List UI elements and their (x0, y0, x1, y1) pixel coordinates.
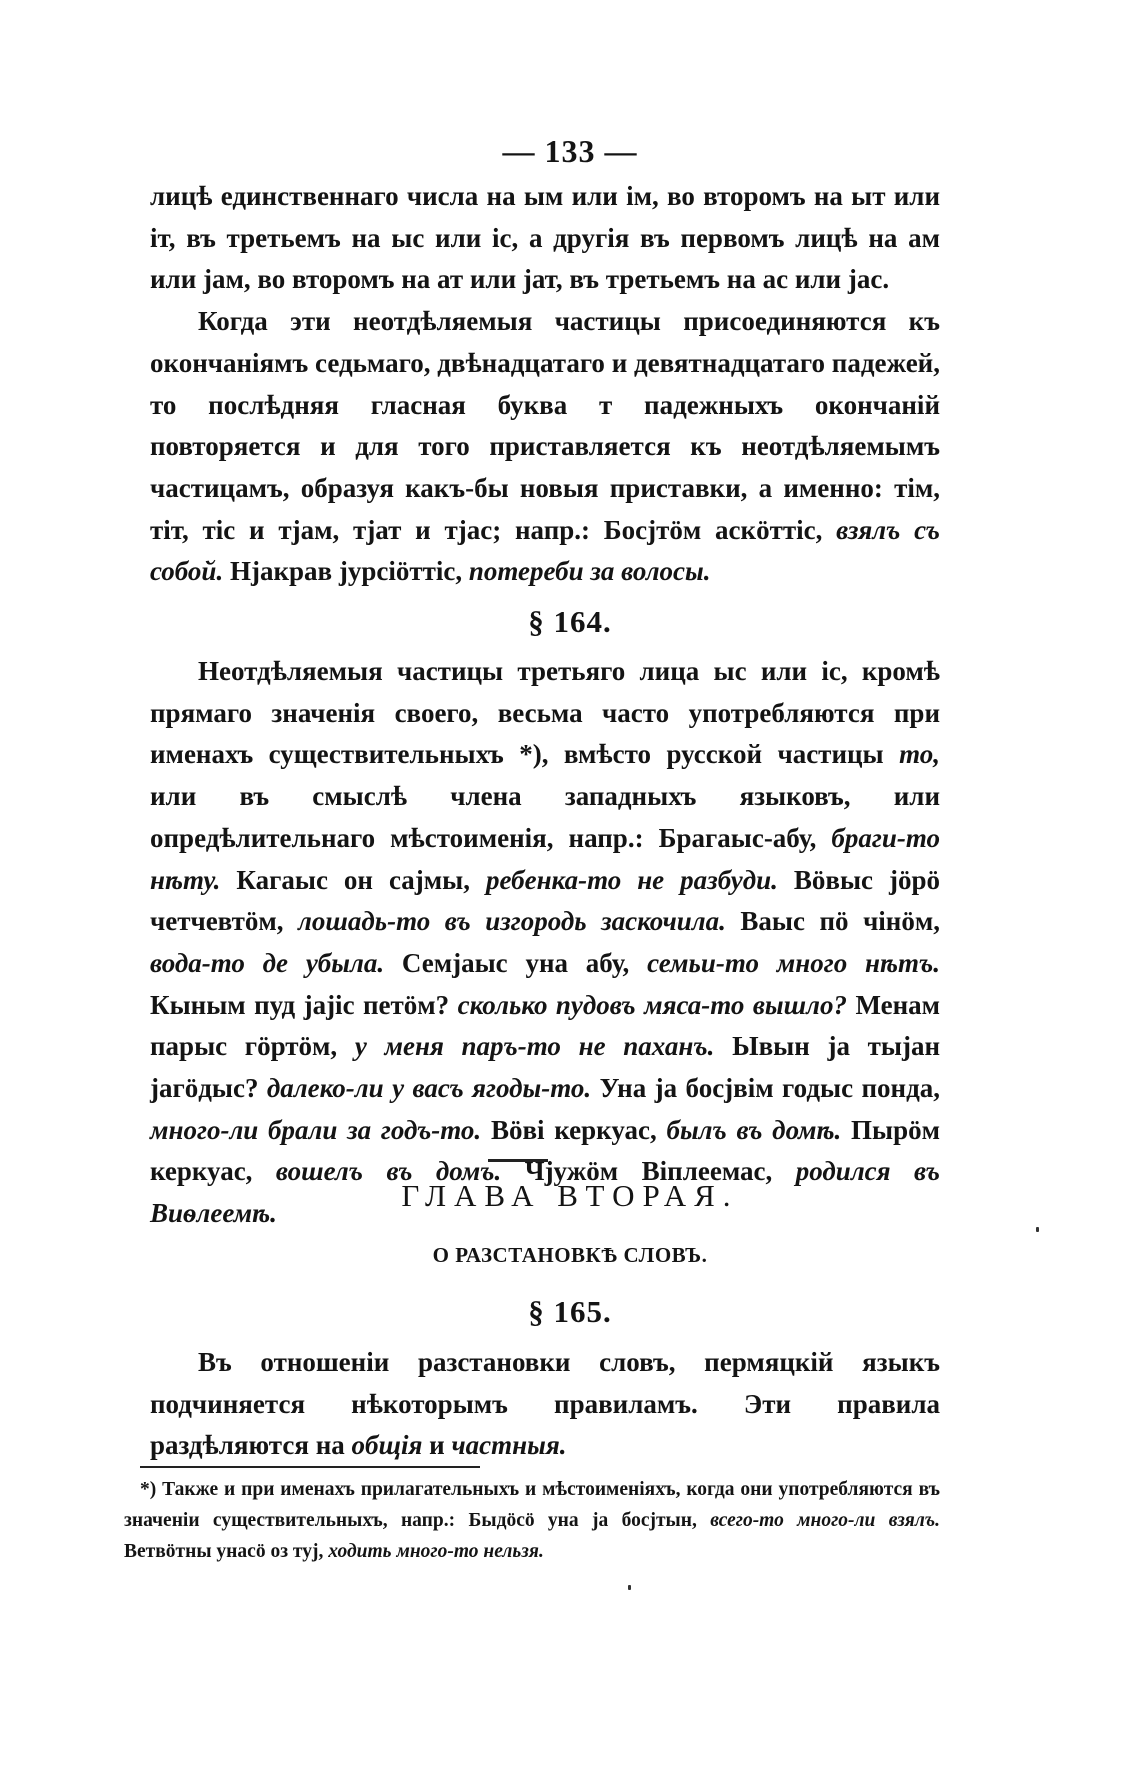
paragraph-text: Семjаыс уна абу, (401, 947, 630, 978)
paragraph-text: *) Также и при именахъ прилагательныхъ и мѣстоименіяхъ, когда они употребляются въ значеніи существительныхъ, напр.: Быдöсö уна jа босjтын, (124, 1479, 940, 1531)
print-speck (1036, 1227, 1039, 1232)
section-heading-165: § 165. (528, 1294, 612, 1329)
paragraph-text: Нjакрав jурсіöттіс, (229, 556, 463, 587)
paragraph-word-order (150, 1342, 940, 1467)
paragraph-text: Уна jа босjвім годыс понда, (599, 1073, 941, 1104)
paragraph-text: Пырöм керкуас, (150, 1114, 941, 1187)
translation-example: у меня паръ-то не паханъ. (354, 1031, 715, 1062)
paragraph-text: Въ отношеніи разстановки словъ, пермяцкій языкъ подчиняется нѣкоторымъ правиламъ. Эти правила раздѣляются на (150, 1347, 940, 1461)
translation-example: семьи-то много нѣтъ. (647, 947, 941, 978)
translation-example: ребенка-то не разбуди. (485, 864, 778, 895)
footnote-divider (140, 1466, 480, 1468)
emphasized-term: общія (351, 1430, 423, 1461)
paragraph-particles (150, 301, 940, 593)
text-block-164 (150, 651, 940, 1235)
paragraph-text: Ваыс пö чiнöм, (740, 906, 940, 937)
paragraph-text: Когда эти неотдѣляемыя частицы присоединяются къ окончаніямъ седьмаго, двѣнадцатаго и девятнадцатаго падежей, то послѣдняя гласная буква т падежныхъ окончаній повторяется и для того приставляется къ неотдѣляемымъ частицамъ, образуя какъ-бы новыя приставки, а именно: тім, тіт, тіс и тjам, тjат и тjас; напр.: Босjтöм аскöттіс, (150, 306, 940, 545)
translation-example: потереби за волосы. (468, 556, 711, 587)
paragraph-examples (150, 651, 940, 1235)
paragraph-text: Ветвöтны унасö оз туj, (124, 1541, 324, 1562)
translation-example: всего-то много-ли взялъ. (710, 1510, 941, 1531)
translation-example: былъ въ домѣ. (666, 1114, 842, 1145)
paragraph-text: Ывын jа тыjан jагöдыс? (150, 1031, 941, 1104)
translation-example: лошадь-то въ изгородь заскочила. (298, 906, 726, 937)
text-block-165 (150, 1342, 940, 1467)
translation-example: браги-то нѣту. (150, 822, 941, 895)
translation-example: сколько пудовъ мяса-то вышло? (457, 989, 847, 1020)
paragraph-text: Кыным пуд jаjіс петöм? (150, 989, 450, 1020)
paragraph-text: или въ смыслѣ члена западныхъ языковъ, или опредѣлительнаго мѣстоименія, напр.: Брагаыс-абу, (150, 781, 940, 853)
translation-example: вода-то де убыла. (150, 947, 385, 978)
translation-example: то, (899, 739, 940, 770)
paragraph-continuation: лицѣ единственнаго числа на ым или ім, во второмъ на ыт или іт, въ третьемъ на ыс или іс, а другія въ первомъ лицѣ на ам или jам, во второмъ на ат или jат, въ третьемъ на ас или jас. (150, 181, 940, 295)
translation-example: много-ли брали за годъ-то. (150, 1114, 482, 1145)
translation-example: родился въ Виѳлеемѣ. (150, 1156, 940, 1229)
section-heading-164: § 164. (528, 604, 612, 639)
footnote-text (124, 1474, 940, 1567)
paragraph-text: Вöвыс jöрö четчевтöм, (150, 864, 941, 937)
page-number: — 133 — (502, 133, 638, 169)
translation-example: взялъ съ собой. (150, 514, 940, 587)
paragraph-text: Неотдѣляемыя частицы третьяго лица ыс или іс, кромѣ прямаго значенія своего, весьма часто употребляются при именахъ существительныхъ *), вмѣсто русской частицы (150, 656, 940, 770)
paragraph-text: Чjужöм Віплеемас, (524, 1156, 773, 1187)
paragraph-text: Вöві керкуас, (490, 1114, 657, 1145)
chapter-title: ГЛАВА ВТОРАЯ. (401, 1178, 739, 1213)
print-speck (628, 1585, 631, 1590)
footnote (124, 1474, 940, 1567)
chapter-subtitle: О РАЗСТАНОВКѢ СЛОВЪ. (432, 1243, 708, 1267)
text-block-top (150, 176, 940, 593)
paragraph-text: Кагаыс он саjмы, (236, 864, 470, 895)
chapter-divider (488, 1159, 548, 1162)
paragraph-text: Менам парыс гöртöм, (150, 989, 941, 1062)
translation-example: далеко-ли у васъ ягоды-то. (266, 1073, 592, 1104)
translation-example: ходить много-то нельзя. (328, 1541, 544, 1562)
paragraph-text: и (429, 1430, 445, 1461)
translation-example: вошелъ въ домъ. (275, 1156, 502, 1187)
emphasized-term: частныя. (451, 1430, 567, 1461)
